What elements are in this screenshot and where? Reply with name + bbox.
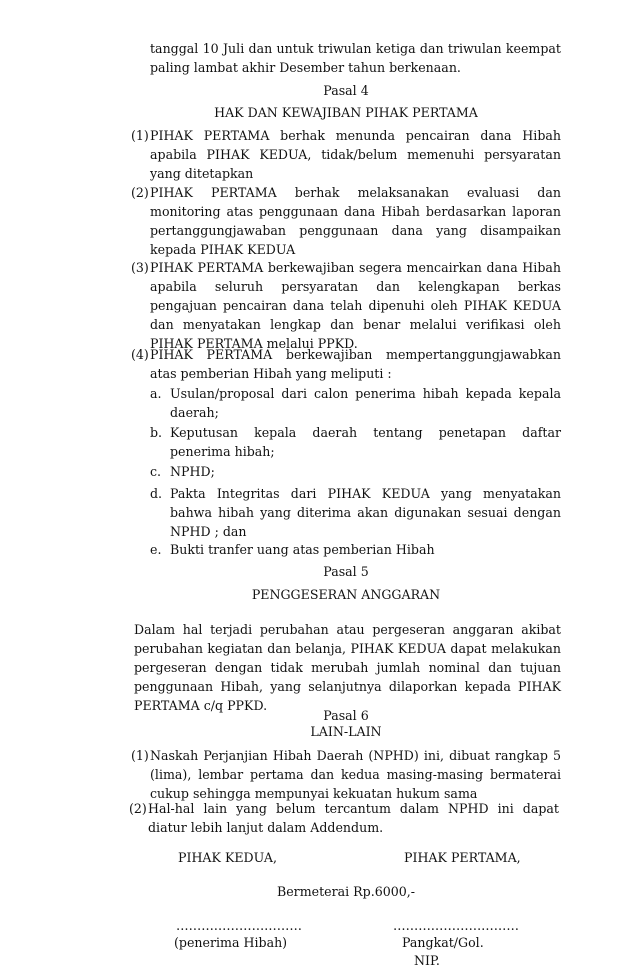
pasal4-item-3 (131, 258, 561, 353)
pasal4-heading: Pasal 4 (323, 83, 369, 98)
subitem-text: Usulan/proposal dari calon penerima hibah kepada kepala daerah; (170, 386, 561, 420)
pasal5-heading: Pasal 5 (323, 564, 369, 579)
pasal5-title: PENGGESERAN ANGGARAN (251, 587, 441, 602)
item-number: (4) (131, 347, 149, 362)
pasal6-heading: Pasal 6 (323, 708, 369, 723)
subitem-letter: a. (150, 386, 162, 401)
signature-left-role: (penerima Hibah) (174, 935, 288, 950)
item-text: PIHAK PERTAMA berkewajiban segera mencairkan dana Hibah apabila seluruh persyaratan dan kelengkapan berkas pengajuan pencairan dana telah dipenuhi oleh PIHAK KEDUA dan menyatakan lengkap dan benar melalui verifikasi oleh PIHAK PERTAMA melalui PPKD. (150, 260, 561, 351)
item-text: PIHAK PERTAMA berhak menunda pencairan dana Hibah apabila PIHAK KEDUA, tidak/belum memenuhi persyaratan yang ditetapkan (150, 128, 561, 181)
pasal4-subitem-e (150, 540, 561, 559)
pasal4-subitem-a (150, 384, 561, 422)
pasal4-item-1 (131, 126, 561, 183)
pasal4-title: HAK DAN KEWAJIBAN PIHAK PERTAMA (214, 105, 478, 120)
item-number: (2) (131, 185, 149, 200)
pasal5-paragraph: Dalam hal terjadi perubahan atau pergeseran anggaran akibat perubahan kegiatan dan belanja, PIHAK KEDUA dapat melakukan pergeseran dengan tidak merubah jumlah nominal dan tujuan penggunaan Hibah, yang selanjutnya dilaporkan kepada PIHAK PERTAMA c/q PPKD. (134, 622, 561, 713)
pasal4-subitem-b (150, 423, 561, 461)
pasal6-item-1 (131, 746, 561, 803)
subitem-letter: e. (150, 542, 162, 557)
item-number: (1) (131, 748, 149, 763)
item-text: Naskah Perjanjian Hibah Daerah (NPHD) ini, dibuat rangkap 5 (lima), lembar pertama dan kedua masing-masing bermaterai cukup sehingga mempunyai kekuatan hukum sama (150, 748, 561, 801)
item-text: PIHAK PERTAMA berhak melaksanakan evaluasi dan monitoring atas penggunaan dana Hibah berdasarkan laporan pertanggungjawaban penggunaan dana yang disampaikan kepada PIHAK KEDUA (150, 185, 561, 257)
intro-line: paling lambat akhir Desember tahun berkenaan. (150, 60, 461, 75)
item-number: (3) (131, 260, 149, 275)
pasal4-subitem-d (150, 484, 561, 541)
subitem-text: Bukti tranfer uang atas pemberian Hibah (170, 542, 435, 557)
subitem-text: NPHD; (170, 464, 215, 479)
item-text: Hal-hal lain yang belum tercantum dalam NPHD ini dapat diatur lebih lanjut dalam Addendum. (148, 801, 559, 835)
signature-left-party: PIHAK KEDUA, (178, 850, 277, 865)
signature-right-line: ………………………… (393, 918, 519, 933)
pasal4-subitem-c (150, 462, 561, 481)
subitem-text: Keputusan kepala daerah tentang penetapan daftar penerima hibah; (170, 425, 561, 459)
item-number: (2) (129, 801, 147, 816)
item-number: (1) (131, 128, 149, 143)
pasal4-item-2 (131, 183, 561, 259)
item-text: PIHAK PERTAMA berkewajiban mempertanggungjawabkan atas pemberian Hibah yang meliputi : (150, 347, 561, 381)
signature-right-nip: NIP. (414, 953, 440, 968)
signature-left-line: ………………………… (176, 918, 302, 933)
intro-paragraph (150, 39, 561, 77)
subitem-letter: d. (150, 486, 163, 501)
signature-right-party: PIHAK PERTAMA, (404, 850, 521, 865)
subitem-letter: b. (150, 425, 163, 440)
pasal6-title: LAIN-LAIN (310, 724, 382, 739)
subitem-text: Pakta Integritas dari PIHAK KEDUA yang menyatakan bahwa hibah yang diterima akan digunakan sesuai dengan NPHD ; dan (170, 486, 561, 539)
intro-line: tanggal 10 Juli dan untuk triwulan ketiga dan triwulan keempat (150, 41, 561, 56)
signature-right-rank: Pangkat/Gol. (402, 935, 484, 950)
subitem-letter: c. (150, 464, 162, 479)
stamp-note: Bermeterai Rp.6000,- (276, 884, 416, 899)
pasal6-item-2 (129, 799, 559, 837)
pasal4-item-4 (131, 345, 561, 383)
